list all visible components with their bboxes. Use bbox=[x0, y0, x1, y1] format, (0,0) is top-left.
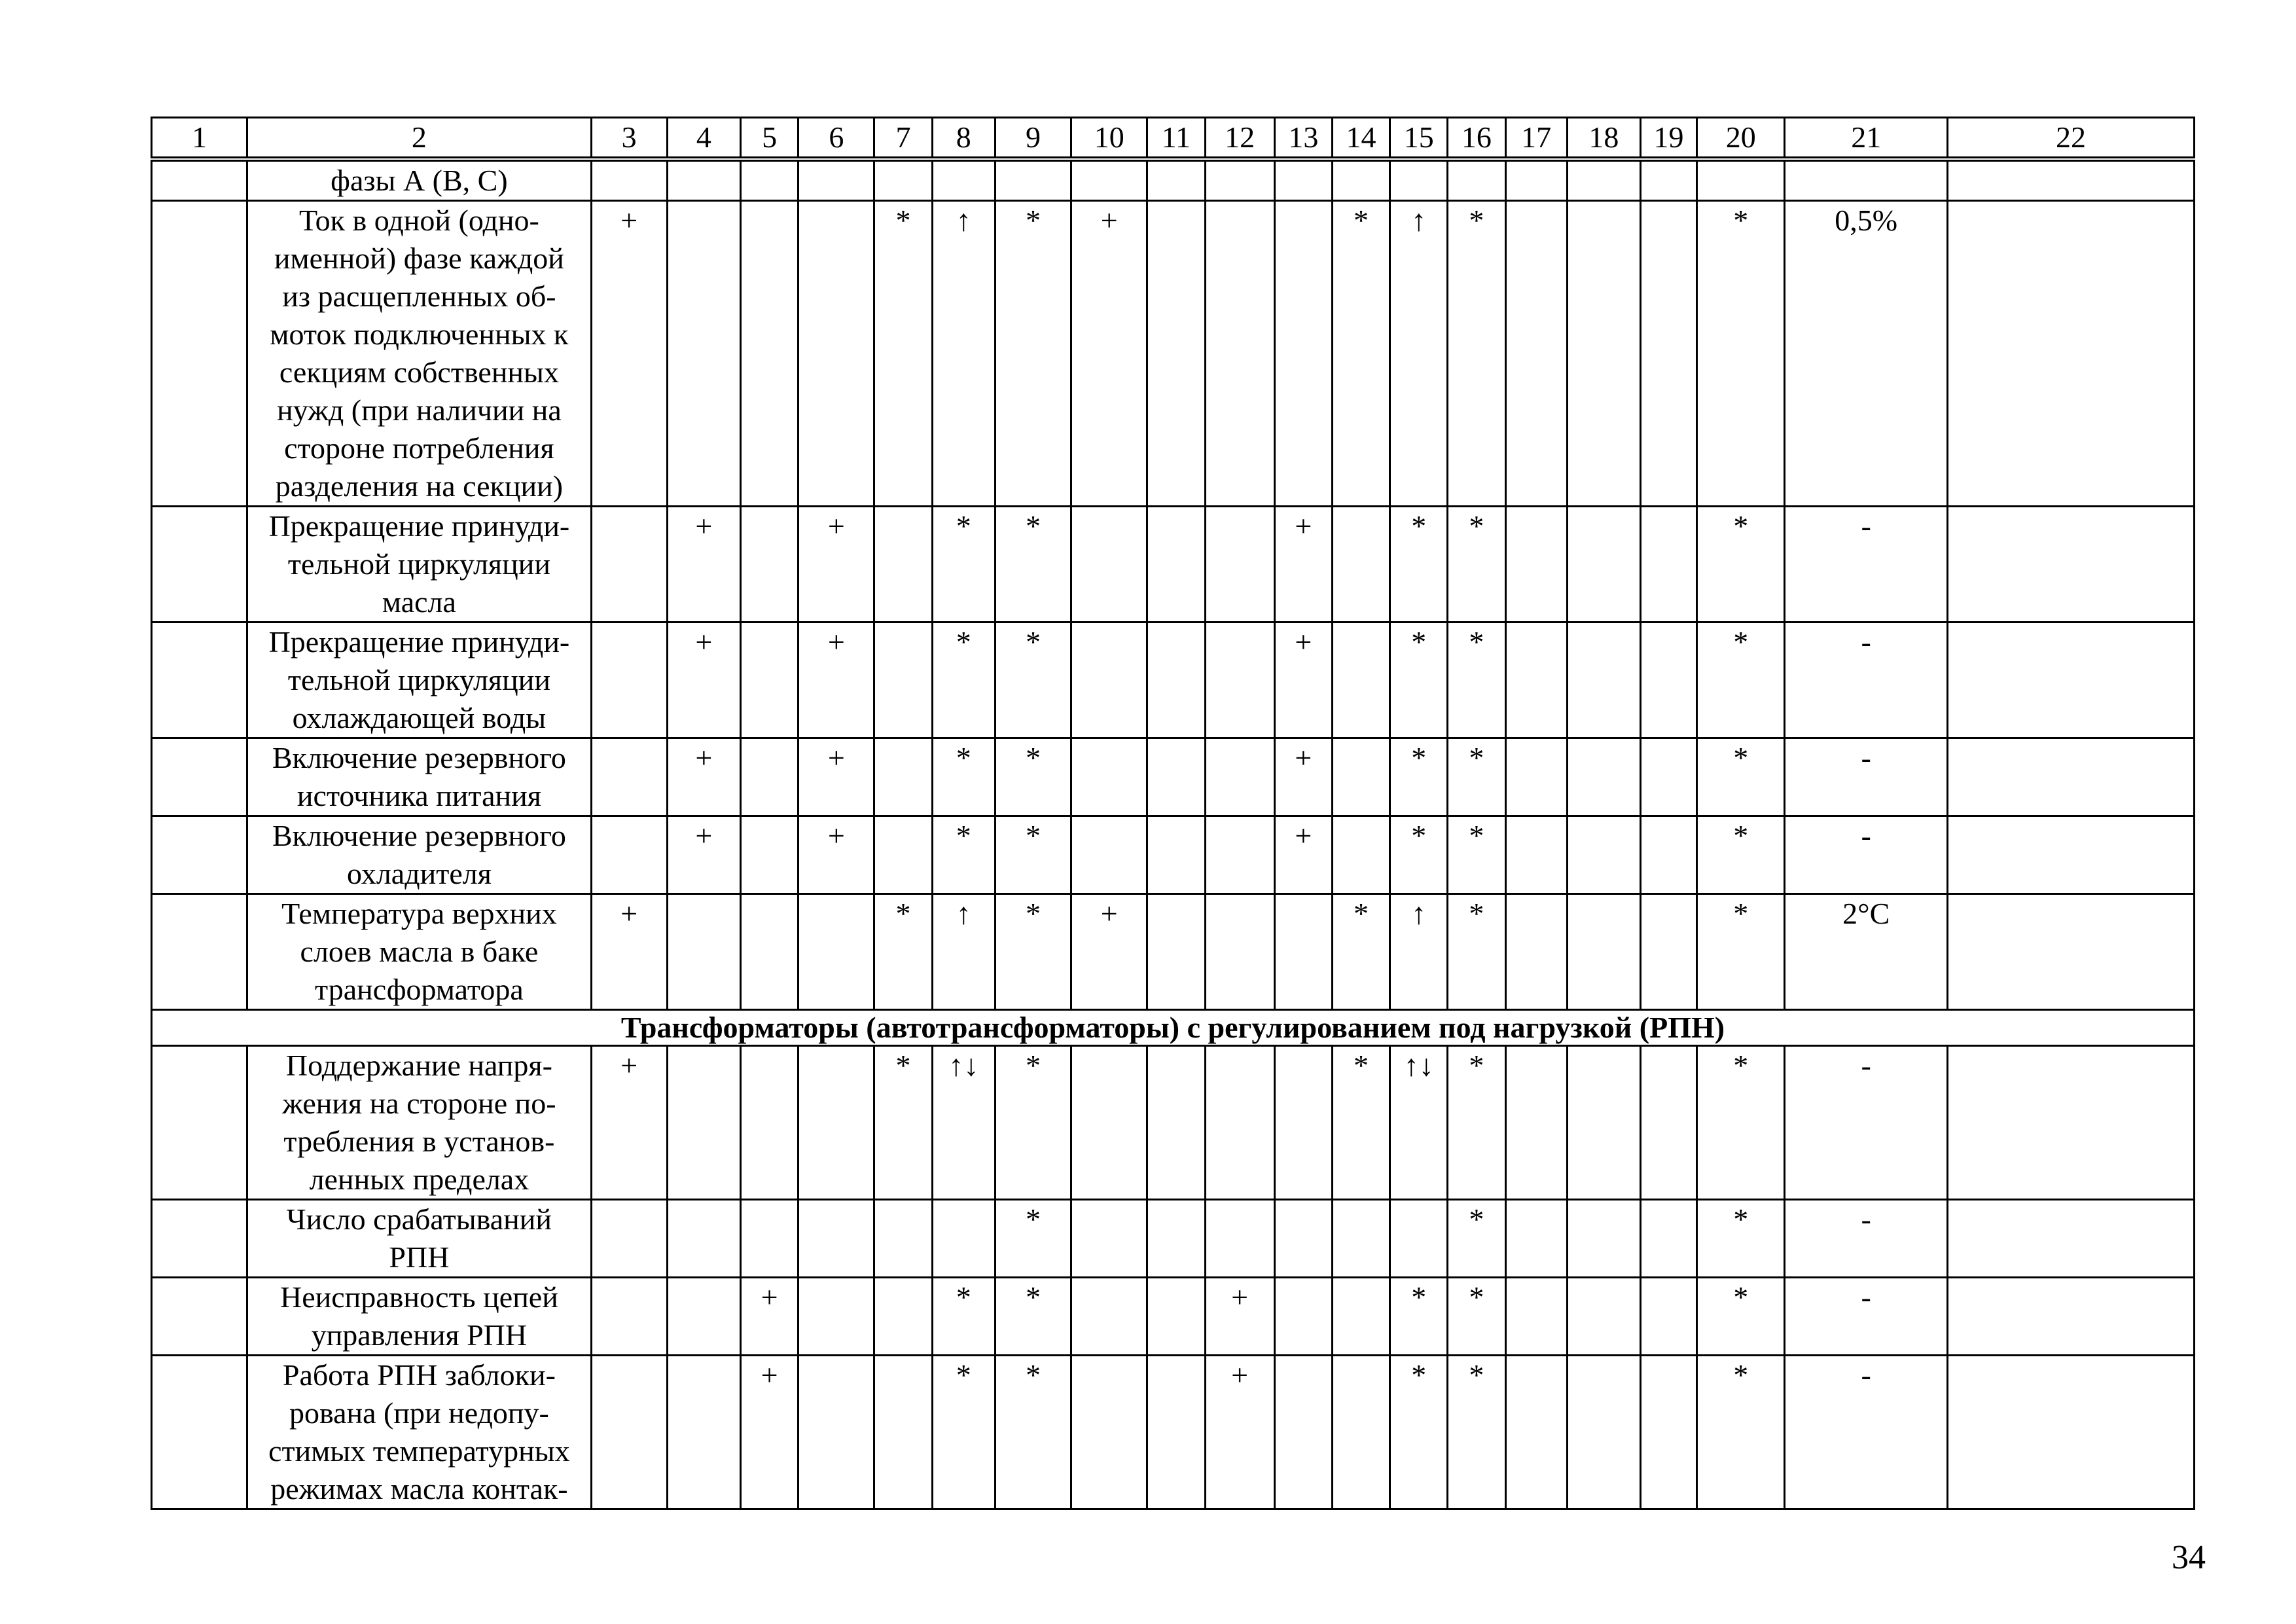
table-row bbox=[152, 1046, 2195, 1200]
marker-cell bbox=[874, 623, 932, 738]
marker-cell: + bbox=[741, 1278, 798, 1356]
marker-cell: * bbox=[874, 894, 932, 1010]
marker-cell: * bbox=[1697, 816, 1785, 894]
marker-cell bbox=[874, 507, 932, 623]
table-row bbox=[152, 816, 2195, 894]
marker-cell: * bbox=[1390, 1356, 1448, 1509]
table-row bbox=[152, 159, 2195, 201]
marker-cell bbox=[1947, 1278, 2194, 1356]
marker-cell bbox=[1332, 1356, 1390, 1509]
parameter-description: Ток в одной (одно- именной) фазе каждой из расщепленных об- моток подключенных к секциям собственных нужд (при наличии на стороне потребления разделения на секции) bbox=[247, 201, 591, 507]
marker-cell: ↑ bbox=[1390, 894, 1448, 1010]
marker-cell bbox=[798, 894, 874, 1010]
marker-cell: + bbox=[667, 623, 740, 738]
marker-cell bbox=[591, 623, 667, 738]
marker-cell: * bbox=[1697, 623, 1785, 738]
marker-cell bbox=[1332, 623, 1390, 738]
marker-cell bbox=[1567, 1278, 1640, 1356]
marker-cell bbox=[1147, 816, 1205, 894]
marker-cell bbox=[1640, 1046, 1696, 1200]
accuracy-cell: - bbox=[1785, 1356, 1948, 1509]
marker-cell bbox=[1640, 1278, 1696, 1356]
marker-cell bbox=[1332, 1200, 1390, 1278]
marker-cell bbox=[152, 1046, 247, 1200]
marker-cell: * bbox=[874, 1046, 932, 1200]
column-number: 21 bbox=[1785, 118, 1948, 160]
marker-cell: * bbox=[1448, 738, 1505, 816]
marker-cell: * bbox=[1448, 1200, 1505, 1278]
marker-cell bbox=[1505, 816, 1567, 894]
marker-cell: * bbox=[995, 201, 1071, 507]
column-number: 20 bbox=[1697, 118, 1785, 160]
marker-cell bbox=[1640, 1200, 1696, 1278]
column-number: 14 bbox=[1332, 118, 1390, 160]
marker-cell: * bbox=[995, 507, 1071, 623]
marker-cell: + bbox=[798, 623, 874, 738]
marker-cell bbox=[1567, 894, 1640, 1010]
marker-cell bbox=[1947, 738, 2194, 816]
marker-cell: + bbox=[1274, 623, 1332, 738]
marker-cell bbox=[1147, 894, 1205, 1010]
parameter-description: Включение резервного охладителя bbox=[247, 816, 591, 894]
marker-cell: * bbox=[1448, 201, 1505, 507]
marker-cell bbox=[798, 159, 874, 201]
column-number: 11 bbox=[1147, 118, 1205, 160]
marker-cell bbox=[874, 738, 932, 816]
marker-cell bbox=[1147, 201, 1205, 507]
marker-cell bbox=[1071, 816, 1147, 894]
column-number: 8 bbox=[932, 118, 995, 160]
marker-cell bbox=[1205, 1046, 1274, 1200]
marker-cell bbox=[798, 201, 874, 507]
parameter-description: Прекращение принуди- тельной циркуляции масла bbox=[247, 507, 591, 623]
table-row bbox=[152, 1278, 2195, 1356]
marker-cell bbox=[1332, 159, 1390, 201]
marker-cell bbox=[667, 1278, 740, 1356]
marker-cell bbox=[1567, 738, 1640, 816]
marker-cell bbox=[591, 738, 667, 816]
marker-cell bbox=[1332, 816, 1390, 894]
marker-cell: * bbox=[1390, 738, 1448, 816]
marker-cell bbox=[591, 1278, 667, 1356]
marker-cell: * bbox=[932, 623, 995, 738]
column-number: 16 bbox=[1448, 118, 1505, 160]
marker-cell bbox=[667, 159, 740, 201]
parameter-description: Температура верхних слоев масла в баке трансформатора bbox=[247, 894, 591, 1010]
marker-cell bbox=[1205, 738, 1274, 816]
marker-cell bbox=[1567, 159, 1640, 201]
marker-cell: * bbox=[1697, 1046, 1785, 1200]
column-number: 2 bbox=[247, 118, 591, 160]
marker-cell bbox=[874, 1278, 932, 1356]
marker-cell bbox=[1205, 201, 1274, 507]
marker-cell bbox=[1505, 507, 1567, 623]
marker-cell bbox=[1071, 159, 1147, 201]
marker-cell bbox=[1274, 1200, 1332, 1278]
marker-cell bbox=[1071, 507, 1147, 623]
marker-cell: + bbox=[741, 1356, 798, 1509]
column-number: 10 bbox=[1071, 118, 1147, 160]
marker-cell bbox=[1147, 1200, 1205, 1278]
marker-cell bbox=[152, 1356, 247, 1509]
column-number: 18 bbox=[1567, 118, 1640, 160]
marker-cell bbox=[1147, 1278, 1205, 1356]
section-header-row bbox=[152, 1010, 2195, 1046]
marker-cell bbox=[1640, 201, 1696, 507]
column-number: 22 bbox=[1947, 118, 2194, 160]
marker-cell bbox=[1071, 623, 1147, 738]
marker-cell bbox=[741, 623, 798, 738]
marker-cell: + bbox=[667, 507, 740, 623]
marker-cell bbox=[1505, 1200, 1567, 1278]
marker-cell bbox=[1567, 623, 1640, 738]
marker-cell bbox=[741, 1046, 798, 1200]
marker-cell bbox=[591, 1356, 667, 1509]
table-row bbox=[152, 623, 2195, 738]
marker-cell: * bbox=[1390, 507, 1448, 623]
marker-cell bbox=[152, 738, 247, 816]
marker-cell bbox=[798, 1046, 874, 1200]
marker-cell bbox=[152, 507, 247, 623]
marker-cell bbox=[1567, 1200, 1640, 1278]
parameter-description: Неисправность цепей управления РПН bbox=[247, 1278, 591, 1356]
marker-cell bbox=[1332, 507, 1390, 623]
marker-cell bbox=[1147, 1356, 1205, 1509]
marker-cell: * bbox=[1697, 1356, 1785, 1509]
marker-cell bbox=[874, 1356, 932, 1509]
marker-cell bbox=[1640, 623, 1696, 738]
marker-cell bbox=[995, 159, 1071, 201]
marker-cell bbox=[1505, 623, 1567, 738]
marker-cell bbox=[1274, 201, 1332, 507]
table-row bbox=[152, 738, 2195, 816]
marker-cell bbox=[667, 1200, 740, 1278]
marker-cell: * bbox=[1697, 738, 1785, 816]
marker-cell bbox=[667, 894, 740, 1010]
marker-cell: * bbox=[995, 1200, 1071, 1278]
marker-cell bbox=[874, 1200, 932, 1278]
marker-cell: ↑ bbox=[932, 201, 995, 507]
accuracy-cell: - bbox=[1785, 623, 1948, 738]
marker-cell bbox=[1274, 894, 1332, 1010]
page-number: 34 bbox=[2172, 1539, 2206, 1576]
parameter-description: фазы А (В, С) bbox=[247, 159, 591, 201]
marker-cell bbox=[1147, 507, 1205, 623]
marker-cell bbox=[1640, 507, 1696, 623]
section-title: Трансформаторы (автотрансформаторы) с регулированием под нагрузкой (РПН) bbox=[152, 1010, 2195, 1046]
marker-cell bbox=[1947, 1046, 2194, 1200]
marker-cell bbox=[152, 1200, 247, 1278]
marker-cell bbox=[1332, 1278, 1390, 1356]
accuracy-cell: 2°C bbox=[1785, 894, 1948, 1010]
marker-cell: * bbox=[1448, 816, 1505, 894]
marker-cell bbox=[1947, 507, 2194, 623]
marker-cell: * bbox=[932, 507, 995, 623]
marker-cell bbox=[667, 1046, 740, 1200]
marker-cell: * bbox=[995, 623, 1071, 738]
table-row bbox=[152, 1200, 2195, 1278]
marker-cell: * bbox=[1697, 201, 1785, 507]
marker-cell bbox=[741, 1200, 798, 1278]
column-number: 12 bbox=[1205, 118, 1274, 160]
parameter-description: Включение резервного источника питания bbox=[247, 738, 591, 816]
marker-cell: * bbox=[1332, 1046, 1390, 1200]
marker-cell bbox=[1697, 159, 1785, 201]
marker-cell bbox=[1947, 623, 2194, 738]
marker-cell: + bbox=[798, 738, 874, 816]
marker-cell bbox=[1205, 894, 1274, 1010]
marker-cell bbox=[1147, 738, 1205, 816]
marker-cell bbox=[1947, 201, 2194, 507]
marker-cell: * bbox=[1448, 1278, 1505, 1356]
marker-cell: ↑↓ bbox=[932, 1046, 995, 1200]
marker-cell bbox=[798, 1200, 874, 1278]
marker-cell bbox=[1274, 1046, 1332, 1200]
column-number: 17 bbox=[1505, 118, 1567, 160]
marker-cell: * bbox=[1390, 623, 1448, 738]
marker-cell: + bbox=[667, 816, 740, 894]
marker-cell bbox=[1147, 159, 1205, 201]
accuracy-cell: - bbox=[1785, 1278, 1948, 1356]
marker-cell bbox=[667, 1356, 740, 1509]
marker-cell bbox=[591, 507, 667, 623]
marker-cell: + bbox=[1205, 1278, 1274, 1356]
marker-cell bbox=[1071, 1278, 1147, 1356]
marker-cell: * bbox=[1697, 1278, 1785, 1356]
column-number: 7 bbox=[874, 118, 932, 160]
marker-cell: + bbox=[1274, 738, 1332, 816]
column-number: 4 bbox=[667, 118, 740, 160]
parameter-description: Прекращение принуди- тельной циркуляции охлаждающей воды bbox=[247, 623, 591, 738]
marker-cell: * bbox=[932, 738, 995, 816]
marker-cell bbox=[152, 1278, 247, 1356]
marker-cell: * bbox=[1332, 894, 1390, 1010]
marker-cell: * bbox=[932, 1356, 995, 1509]
column-number: 5 bbox=[741, 118, 798, 160]
marker-cell bbox=[1071, 1200, 1147, 1278]
marker-cell: * bbox=[1697, 507, 1785, 623]
column-number: 9 bbox=[995, 118, 1071, 160]
column-number: 13 bbox=[1274, 118, 1332, 160]
marker-cell bbox=[152, 623, 247, 738]
marker-cell: + bbox=[591, 894, 667, 1010]
parameter-description: Поддержание напря- жения на стороне по- требления в установ- ленных пределах bbox=[247, 1046, 591, 1200]
marker-cell bbox=[591, 159, 667, 201]
marker-cell: * bbox=[995, 1278, 1071, 1356]
marker-cell: * bbox=[1448, 507, 1505, 623]
marker-cell: + bbox=[1205, 1356, 1274, 1509]
marker-cell bbox=[1567, 816, 1640, 894]
marker-cell bbox=[1205, 816, 1274, 894]
marker-cell: * bbox=[995, 816, 1071, 894]
marker-cell bbox=[1205, 1200, 1274, 1278]
marker-cell bbox=[1567, 201, 1640, 507]
table-row bbox=[152, 894, 2195, 1010]
column-number-row bbox=[152, 118, 2195, 160]
marker-cell bbox=[1505, 1278, 1567, 1356]
marker-cell bbox=[1947, 894, 2194, 1010]
marker-cell bbox=[1071, 738, 1147, 816]
marker-cell bbox=[1147, 1046, 1205, 1200]
marker-cell: + bbox=[591, 1046, 667, 1200]
marker-cell: + bbox=[1071, 201, 1147, 507]
marker-cell: ↑ bbox=[1390, 201, 1448, 507]
marker-cell: ↑↓ bbox=[1390, 1046, 1448, 1200]
accuracy-cell bbox=[1785, 159, 1948, 201]
marker-cell bbox=[1332, 738, 1390, 816]
marker-cell bbox=[1390, 1200, 1448, 1278]
parameter-description: Число срабатываний РПН bbox=[247, 1200, 591, 1278]
marker-cell bbox=[1071, 1046, 1147, 1200]
table-row bbox=[152, 1356, 2195, 1509]
marker-cell bbox=[741, 201, 798, 507]
marker-cell bbox=[1390, 159, 1448, 201]
marker-cell bbox=[1274, 159, 1332, 201]
marker-cell bbox=[932, 159, 995, 201]
marker-cell bbox=[1505, 1046, 1567, 1200]
marker-cell: * bbox=[932, 1278, 995, 1356]
marker-cell bbox=[874, 816, 932, 894]
marker-cell bbox=[1567, 1046, 1640, 1200]
marker-cell: + bbox=[667, 738, 740, 816]
marker-cell bbox=[1505, 159, 1567, 201]
marker-cell bbox=[1947, 816, 2194, 894]
marker-cell bbox=[152, 201, 247, 507]
marker-cell bbox=[1640, 894, 1696, 1010]
marker-cell: + bbox=[1071, 894, 1147, 1010]
requirements-table bbox=[151, 117, 2195, 1510]
marker-cell: * bbox=[1448, 894, 1505, 1010]
marker-cell: * bbox=[932, 816, 995, 894]
marker-cell bbox=[1205, 507, 1274, 623]
column-number: 15 bbox=[1390, 118, 1448, 160]
marker-cell: * bbox=[1448, 1046, 1505, 1200]
marker-cell: * bbox=[995, 1356, 1071, 1509]
marker-cell bbox=[1567, 507, 1640, 623]
marker-cell bbox=[1505, 1356, 1567, 1509]
marker-cell bbox=[798, 1356, 874, 1509]
marker-cell bbox=[591, 1200, 667, 1278]
marker-cell: * bbox=[874, 201, 932, 507]
marker-cell: * bbox=[1697, 894, 1785, 1010]
marker-cell bbox=[152, 816, 247, 894]
marker-cell bbox=[874, 159, 932, 201]
marker-cell bbox=[1448, 159, 1505, 201]
marker-cell bbox=[667, 201, 740, 507]
marker-cell: * bbox=[1332, 201, 1390, 507]
accuracy-cell: - bbox=[1785, 507, 1948, 623]
marker-cell bbox=[1505, 894, 1567, 1010]
marker-cell bbox=[1205, 159, 1274, 201]
marker-cell: * bbox=[1448, 623, 1505, 738]
marker-cell: + bbox=[798, 507, 874, 623]
column-number: 6 bbox=[798, 118, 874, 160]
marker-cell: * bbox=[995, 894, 1071, 1010]
marker-cell bbox=[741, 507, 798, 623]
marker-cell bbox=[1567, 1356, 1640, 1509]
accuracy-cell: - bbox=[1785, 1200, 1948, 1278]
marker-cell: + bbox=[591, 201, 667, 507]
marker-cell: + bbox=[1274, 507, 1332, 623]
marker-cell bbox=[1505, 738, 1567, 816]
marker-cell bbox=[1947, 1200, 2194, 1278]
marker-cell bbox=[741, 894, 798, 1010]
marker-cell bbox=[741, 159, 798, 201]
marker-cell: * bbox=[1448, 1356, 1505, 1509]
marker-cell bbox=[1640, 1356, 1696, 1509]
marker-cell bbox=[1640, 159, 1696, 201]
accuracy-cell: - bbox=[1785, 816, 1948, 894]
marker-cell bbox=[798, 1278, 874, 1356]
marker-cell bbox=[1071, 1356, 1147, 1509]
marker-cell bbox=[591, 816, 667, 894]
marker-cell: * bbox=[1697, 1200, 1785, 1278]
table-row bbox=[152, 201, 2195, 507]
marker-cell: + bbox=[1274, 816, 1332, 894]
marker-cell bbox=[1147, 623, 1205, 738]
marker-cell: ↑ bbox=[932, 894, 995, 1010]
marker-cell bbox=[932, 1200, 995, 1278]
marker-cell: * bbox=[1390, 1278, 1448, 1356]
marker-cell bbox=[1205, 623, 1274, 738]
accuracy-cell: - bbox=[1785, 1046, 1948, 1200]
marker-cell bbox=[1947, 1356, 2194, 1509]
parameter-description: Работа РПН заблоки- рована (при недопу- стимых температурных режимах масла контак- bbox=[247, 1356, 591, 1509]
marker-cell bbox=[1274, 1278, 1332, 1356]
marker-cell bbox=[1947, 159, 2194, 201]
column-number: 19 bbox=[1640, 118, 1696, 160]
document-sheet bbox=[151, 117, 2195, 1510]
marker-cell bbox=[741, 816, 798, 894]
marker-cell bbox=[152, 894, 247, 1010]
marker-cell: * bbox=[995, 1046, 1071, 1200]
marker-cell: * bbox=[995, 738, 1071, 816]
marker-cell bbox=[741, 738, 798, 816]
marker-cell bbox=[1505, 201, 1567, 507]
marker-cell bbox=[152, 159, 247, 201]
marker-cell: * bbox=[1390, 816, 1448, 894]
marker-cell bbox=[1640, 816, 1696, 894]
column-number: 1 bbox=[152, 118, 247, 160]
marker-cell: + bbox=[798, 816, 874, 894]
marker-cell bbox=[1640, 738, 1696, 816]
accuracy-cell: - bbox=[1785, 738, 1948, 816]
accuracy-cell: 0,5% bbox=[1785, 201, 1948, 507]
column-number: 3 bbox=[591, 118, 667, 160]
marker-cell bbox=[1274, 1356, 1332, 1509]
table-row bbox=[152, 507, 2195, 623]
